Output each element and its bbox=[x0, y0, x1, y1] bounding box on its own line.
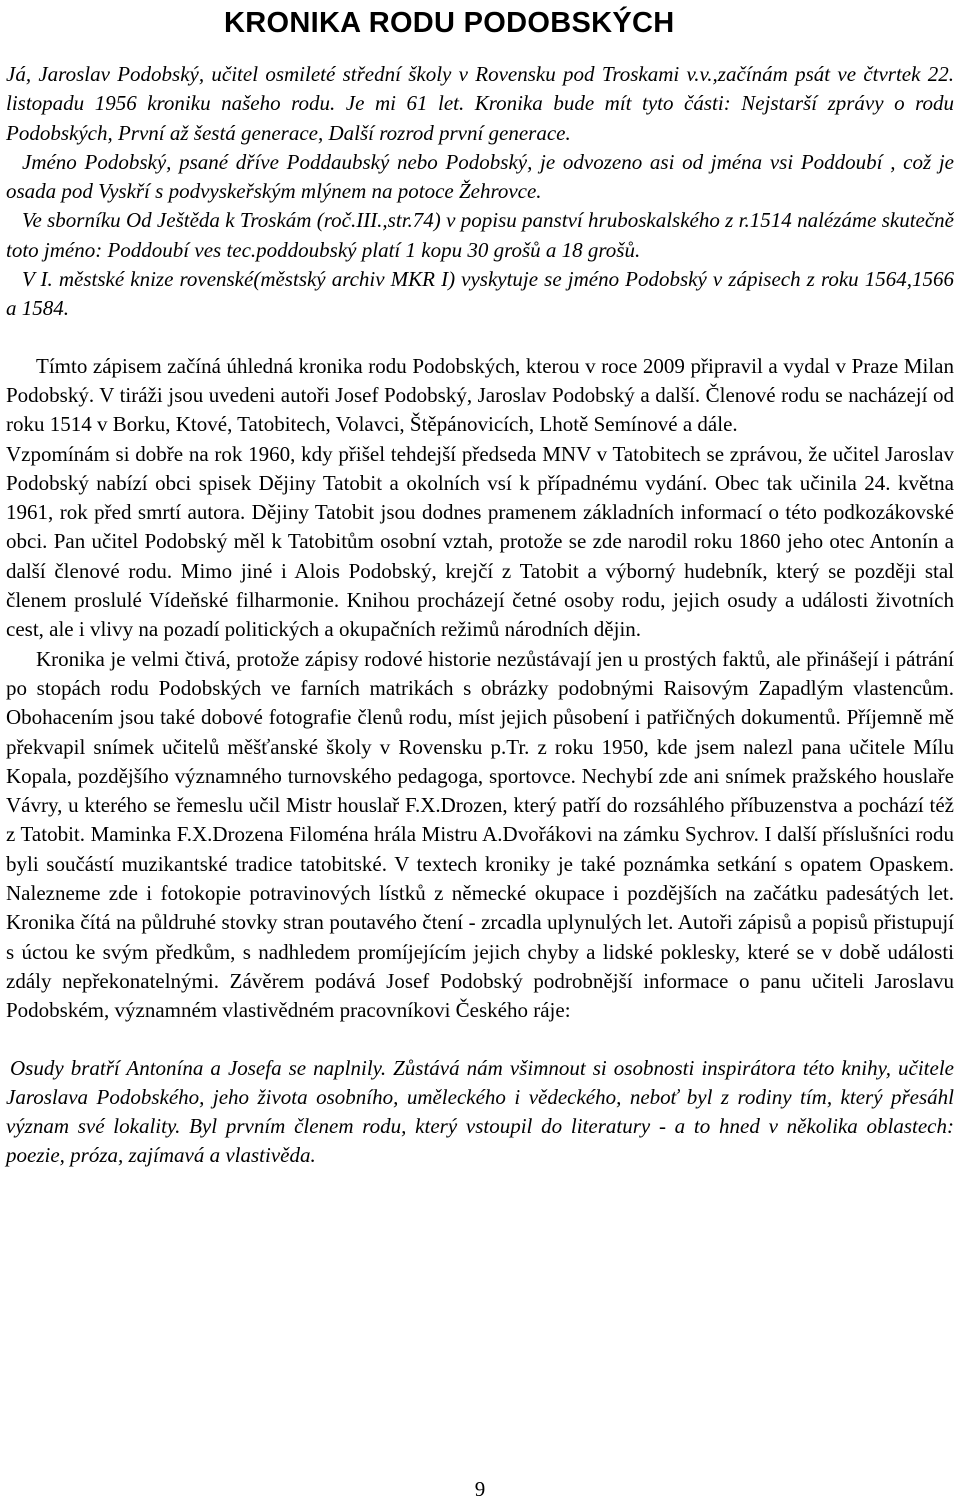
quote-paragraph: Osudy bratří Antonína a Josefa se naplnily. Zůstává nám všimnout si osobnosti inspirátora této knihy, učitele Jaroslava Podobského, jeho života osobního, uměleckého i vědeckého, neboť byl z rodiny tím, který přesáhl význam své lokality. Byl prvním členem rodu, který vstoupil do literatury - a to hned v několika oblastech: poezie, próza, zajímavá a vlastivěda. bbox=[6, 1055, 954, 1168]
document-page bbox=[6, 0, 954, 1171]
intro-paragraph: Já, Jaroslav Podobský, učitel osmileté střední školy v Rovensku pod Troskami v.v.,začínám psát ve čtvrtek 22. listopadu 1956 kroniku našeho rodu. Je mi 61 let. Kronika bude mít tyto části: Nejstarší zprávy o rodu Podobských, První až šestá generace, Další rozrod první generace. bbox=[6, 62, 954, 145]
page-number: 9 bbox=[474, 1477, 486, 1501]
memory-paragraph: Vzpomínám si dobře na rok 1960, kdy přišel tehdejší předseda MNV v Tatobitech se zprávou, že učitel Jaroslav Podobský nabízí obci spisek Dějiny Tatobit a okolních vsí k případnému vydání. Obec tak učinila 24. května 1961, rok před smrtí autora. Dějiny Tatobit jsou dodnes pramenem základních informací o této podkozákovské obci. Pan učitel Podobský měl k Tatobitům osobní vztah, protože se zde narodil roku 1860 jeho otec Antonín a další členové rodu. Mimo jiné i Alois Podobský, krejčí z Tatobit a výborný hudebník, který se později stal členem proslulé Vídeňské filharmonie. Knihou procházejí četné osoby rodu, jejich osudy a události životních cest, ale i vlivy na pozadí politických a okupačních režimů národních dějin. bbox=[6, 441, 954, 642]
chronicle-intro-paragraph: Tímto zápisem začíná úhledná kronika rodu Podobských, kterou v roce 2009 připravil a vydal v Praze Milan Podobský. V tiráži jsou uvedeni autoři Josef Podobský, Jaroslav Podobský a další. Členové rodu se nacházejí od roku 1514 v Borku, Ktové, Tatobitech, Volavci, Štěpánovicích, Lhotě Semínové a dále. bbox=[6, 353, 954, 437]
page-title: KRONIKA RODU PODOBSKÝCH bbox=[224, 7, 675, 39]
sbornik-paragraph: Ve sborníku Od Ještěda k Troskám (roč.III.,str.74) v popisu panství hruboskalského z r.1514 nalézáme skutečně toto jméno: Poddoubí ves tec.poddoubský platí 1 kopu 30 grošů a 18 grošů. bbox=[6, 208, 954, 262]
city-book-paragraph: V I. městské knize rovenské(městský archiv MKR I) vyskytuje se jméno Podobský v zápisech z roku 1564,1566 a 1584. bbox=[6, 267, 954, 321]
name-origin-paragraph: Jméno Podobský, psané dříve Poddaubský nebo Podobský, je odvozeno asi od jména vsi Poddoubí , což je osada pod Vyskří s podvyskeřským mlýnem na potoce Žehrovce. bbox=[6, 149, 954, 204]
review-paragraph: Kronika je velmi čtivá, protože zápisy rodové historie nezůstávají jen u prostých faktů, ale přinášejí i pátrání po stopách rodu Podobských ve farních matrikách s obrázky podobnými Raisovým Zapadlým vlastencům. Obohacením jsou také dobové fotografie členů rodu, míst jejich působení i patřičných dokumentů. Příjemně mě překvapil snímek učitelů měšťanské školy v Rovensku p.Tr. z roku 1950, kde jsem nalezl pana učitele Mílu Kopala, pozdějšího významného turnovského pedagoga, sportovce. Nechybí zde ani snímek pražského houslaře Vávry, u kterého se řemeslu učil Mistr houslař F.X.Drozen, který patří do rozsáhlého příbuzenstva a pochází též z Tatobit. Maminka F.X.Drozena Filoména hrála Mistru A.Dvořákovi na zámku Sychrov. I další příslušníci rodu byli součástí muzikantské tradice tatobitské. V textech kroniky je také poznámka setkání s opatem Opaskem. Nalezneme zde i fotokopie potravinových lístků z německé okupace i pozdějších na začátku padesátých let. Kronika čítá na půldruhé stovky stran poutavého čtení - zrcadla uplynulých let. Autoři zápisů a popisů přistupují s úctou ke svým předkům, s nadhledem promíjejícím jejich chyby a lidské poklesky, které se v době události zdály nepřekonatelnými. Závěrem podává Josef Podobský podrobnější informace o panu učiteli Jaroslavu Podobském, významném vlastivědném pracovníkovi Českého ráje: bbox=[6, 646, 954, 1023]
